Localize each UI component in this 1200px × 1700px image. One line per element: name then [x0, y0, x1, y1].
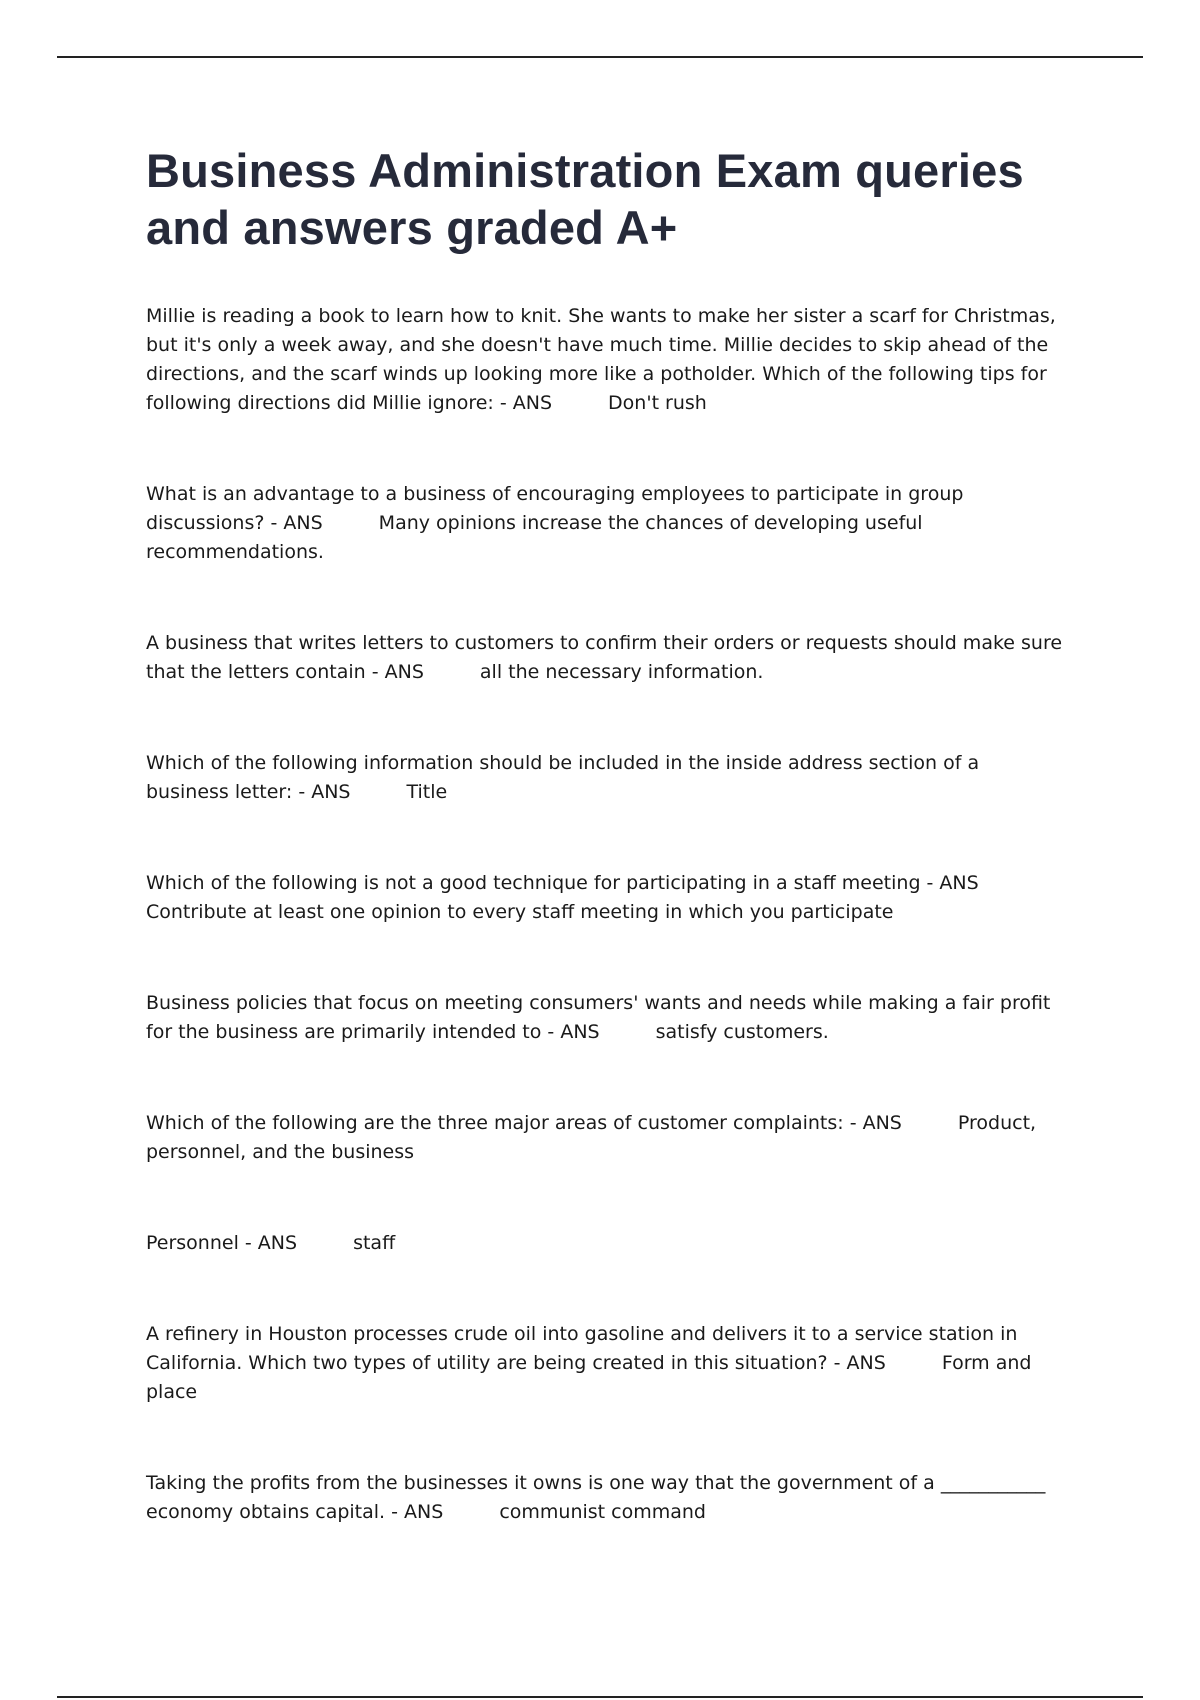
question-text: A refinery in Houston processes crude oil into gasoline and delivers it to a service station in California. Which two types of utility are being created in this situation? - ANS [146, 1323, 1018, 1374]
question-text: A business that writes letters to customers to confirm their orders or requests should make sure that the letters contain - ANS [146, 632, 1063, 683]
question-text: Taking the profits from the businesses it owns is one way that the government of a ___________ economy obtains capital. - ANS [146, 1472, 1046, 1523]
question-text: Business policies that focus on meeting consumers' wants and needs while making a fair profit for the business are primarily intended to - ANS [146, 992, 1051, 1043]
qa-item [146, 749, 1066, 807]
document-body [146, 142, 1066, 1589]
qa-item [146, 1469, 1066, 1527]
answer-text: Product, personnel, and the business [146, 1112, 1037, 1163]
qa-item [146, 302, 1066, 418]
question-text: Personnel - ANS [146, 1232, 298, 1254]
question-text: Which of the following information should be included in the inside address section of a business letter: - ANS [146, 752, 980, 803]
answer-text: Title [406, 781, 448, 803]
answer-text: Many opinions increase the chances of developing useful recommendations. [146, 512, 923, 563]
qa-item [146, 480, 1066, 567]
qa-item [146, 869, 1066, 927]
qa-item [146, 629, 1066, 687]
question-text: What is an advantage to a business of encouraging employees to participate in group discussions? - ANS [146, 483, 964, 534]
answer-text: Form and place [146, 1352, 1032, 1403]
document-title: Business Administration Exam queries and answers graded A+ [146, 144, 1024, 254]
question-text: Which of the following is not a good technique for participating in a staff meeting - ANS [146, 872, 979, 894]
question-text: Millie is reading a book to learn how to knit. She wants to make her sister a scarf for Christmas, but it's only a week away, and she doesn't have much time. Millie decides to skip ahead of the directions, and the scarf winds up looking more like a potholder. Which of the following tips for following directions did Millie ignore: - ANS [146, 305, 1056, 414]
qa-item [146, 1320, 1066, 1407]
bottom-rule [57, 1696, 1143, 1698]
top-rule [57, 56, 1143, 58]
answer-text: all the necessary information. [479, 661, 764, 683]
qa-item [146, 1109, 1066, 1167]
question-text: Which of the following are the three major areas of customer complaints: - ANS [146, 1112, 902, 1134]
answer-text: satisfy customers. [655, 1021, 829, 1043]
qa-list [146, 302, 1066, 1527]
answer-text: staff [353, 1232, 396, 1254]
answer-text: communist command [499, 1501, 706, 1523]
answer-text: Contribute at least one opinion to every staff meeting in which you participate [146, 901, 894, 923]
answer-text: Don't rush [608, 392, 707, 414]
qa-item [146, 1229, 1066, 1258]
qa-item [146, 989, 1066, 1047]
